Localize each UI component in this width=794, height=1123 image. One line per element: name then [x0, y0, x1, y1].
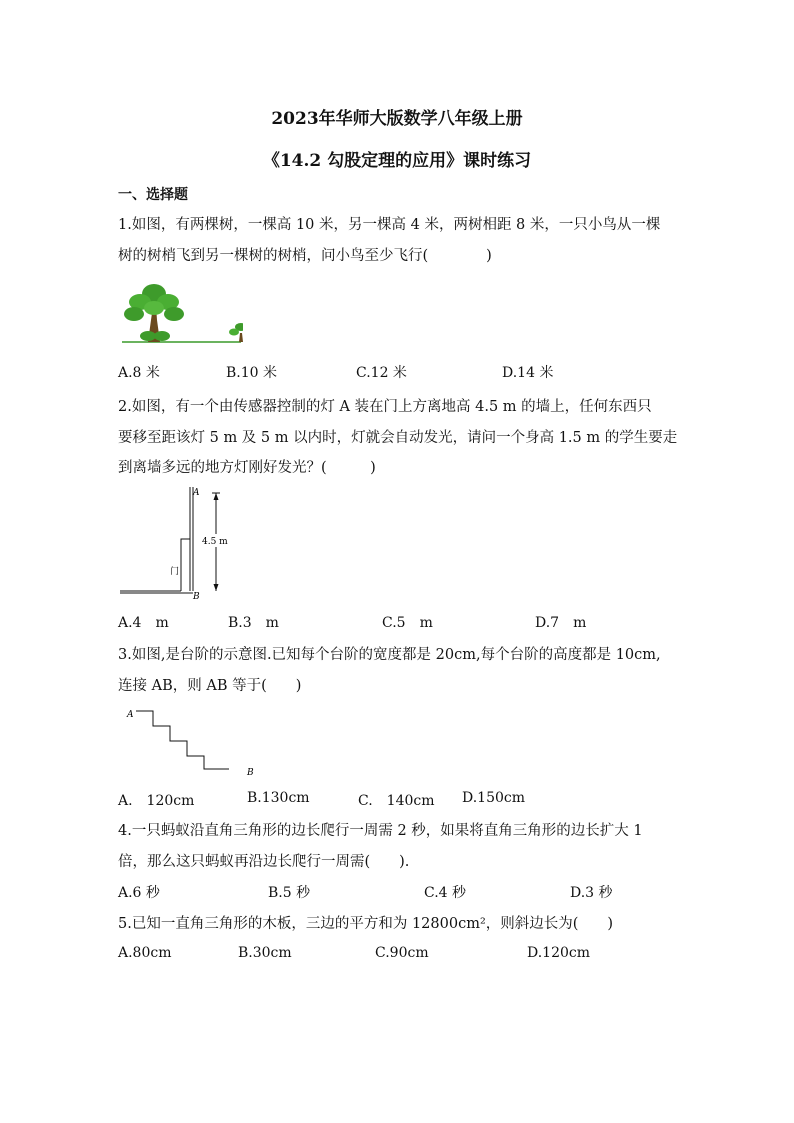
label-a: A — [193, 488, 200, 498]
q2-figure-wall — [118, 483, 238, 601]
arrow-up-icon — [214, 493, 219, 500]
q3-text-line1: 3.如图,是台阶的示意图.已知每个台阶的宽度都是 20cm,每个台阶的高度都是 10cm, — [118, 647, 661, 663]
q4-text-line1: 4.一只蚂蚁沿直角三角形的边长爬行一周需 2 秒，如果将直角三角形的边长扩大 1 — [118, 823, 643, 839]
q1-option-c: C.12 米 — [356, 365, 407, 381]
q1-option-a: A.8 米 — [118, 365, 160, 381]
arrow-down-icon — [214, 584, 219, 591]
q1-text-line2: 树的树梢飞到另一棵树的树梢，问小鸟至少飞行( ) — [118, 248, 492, 264]
q1-text-line1: 1.如图，有两棵树，一棵高 10 米，另一棵高 4 米，两树相距 8 米，一只小鸟从一棵 — [118, 217, 661, 233]
q4-option-d: D.3 秒 — [570, 885, 613, 901]
label-a: A — [127, 710, 134, 720]
document-title: 2023年华师大版数学八年级上册 — [271, 109, 523, 129]
height-label: 4.5 m — [202, 537, 228, 547]
q4-option-c: C.4 秒 — [424, 885, 467, 901]
q3-option-d: D.150cm — [462, 790, 526, 806]
stairs-outline — [136, 711, 229, 769]
q5-option-d: D.120cm — [527, 945, 591, 961]
q2-option-b: B.3 m — [228, 615, 279, 631]
q2-option-c: C.5 m — [382, 615, 433, 631]
q2-text-line1: 2.如图，有一个由传感器控制的灯 A 装在门上方离地高 4.5 m 的墙上，任何东西只 — [118, 399, 652, 415]
q4-option-a: A.6 秒 — [118, 885, 160, 901]
q5-option-c: C.90cm — [375, 945, 429, 961]
q3-figure-stairs — [125, 704, 265, 780]
q2-text-line2: 要移至距该灯 5 m 及 5 m 以内时，灯就会自动发光，请问一个身高 1.5 m 的学生要走 — [118, 430, 678, 446]
section-heading: 一、选择题 — [118, 187, 188, 203]
q4-option-b: B.5 秒 — [268, 885, 311, 901]
label-b: B — [193, 592, 200, 601]
door-outline — [181, 539, 190, 591]
q5-option-a: A.80cm — [118, 945, 172, 961]
q2-text-line3: 到离墙多远的地方灯刚好发光？( ) — [118, 460, 376, 476]
q4-text-line2: 倍，那么这只蚂蚁再沿边长爬行一周需( ). — [118, 854, 410, 870]
q3-text-line2: 连接 AB，则 AB 等于( ) — [118, 678, 302, 694]
q1-option-b: B.10 米 — [226, 365, 278, 381]
q2-option-a: A.4 m — [118, 615, 169, 631]
label-b: B — [247, 768, 254, 778]
door-label: 门 — [170, 567, 180, 577]
document-subtitle: 《14.2 勾股定理的应用》课时练习 — [262, 151, 532, 171]
q1-figure-trees — [118, 278, 243, 346]
q2-option-d: D.7 m — [535, 615, 587, 631]
q3-option-a: A. 120cm — [118, 793, 195, 809]
q3-option-b: B.130cm — [247, 790, 310, 806]
short-tree-icon — [229, 323, 243, 342]
q5-option-b: B.30cm — [238, 945, 292, 961]
q1-option-d: D.14 米 — [502, 365, 554, 381]
tall-tree-icon — [124, 284, 184, 342]
q3-option-c: C. 140cm — [358, 793, 435, 809]
q5-text-line1: 5.已知一直角三角形的木板，三边的平方和为 12800cm²，则斜边长为( ) — [118, 916, 614, 932]
